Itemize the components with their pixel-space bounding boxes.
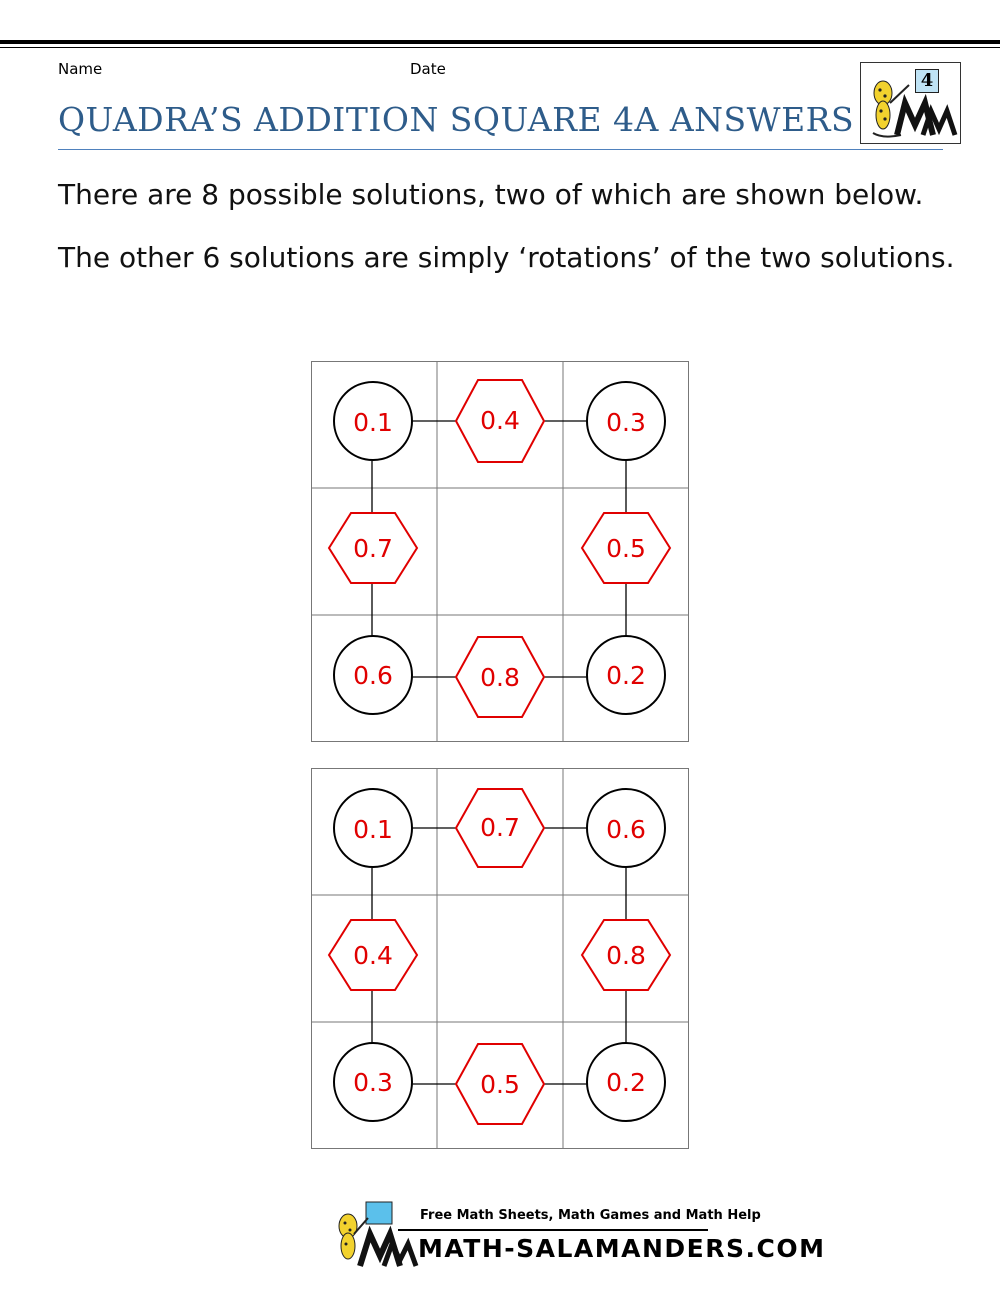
corner-value: 0.6 bbox=[606, 815, 646, 844]
edge-hexagon bbox=[329, 513, 417, 583]
edge-value: 0.8 bbox=[606, 941, 646, 970]
corner-value: 0.3 bbox=[606, 408, 646, 437]
corner-circle bbox=[334, 382, 412, 460]
corner-value: 0.2 bbox=[606, 1068, 646, 1097]
corner-circle bbox=[587, 382, 665, 460]
grade-badge bbox=[860, 62, 961, 144]
corner-value: 0.3 bbox=[353, 1068, 393, 1097]
edge-hexagon bbox=[456, 1044, 544, 1124]
title-underline bbox=[58, 149, 943, 150]
page-title: QUADRA’S ADDITION SQUARE 4A ANSWERS bbox=[58, 100, 855, 139]
date-label: Date bbox=[410, 60, 446, 78]
edge-hexagon bbox=[329, 920, 417, 990]
addition-square-grid bbox=[311, 361, 689, 742]
edge-value: 0.5 bbox=[480, 1070, 520, 1099]
footer-salamander-icon bbox=[324, 1200, 419, 1270]
edge-value: 0.8 bbox=[480, 663, 520, 692]
edge-hexagon bbox=[456, 637, 544, 717]
edge-value: 0.5 bbox=[606, 534, 646, 563]
name-label: Name bbox=[58, 60, 103, 78]
salamander-logo-icon bbox=[861, 63, 959, 142]
addition-square-2 bbox=[311, 768, 689, 1149]
edge-hexagon bbox=[456, 789, 544, 867]
edge-hexagon bbox=[582, 513, 670, 583]
corner-circle bbox=[587, 636, 665, 714]
edge-value: 0.7 bbox=[353, 534, 393, 563]
corner-circle bbox=[587, 789, 665, 867]
edge-value: 0.4 bbox=[353, 941, 393, 970]
footer-site-name: MATH-SALAMANDERS.COM bbox=[418, 1234, 826, 1263]
corner-circle bbox=[334, 789, 412, 867]
corner-circle bbox=[334, 1043, 412, 1121]
grade-number: 4 bbox=[915, 69, 939, 93]
corner-circle bbox=[334, 636, 412, 714]
top-rule-thin bbox=[0, 47, 1000, 48]
intro-line-2: The other 6 solutions are simply ‘rotations’ of the two solutions. bbox=[58, 241, 955, 274]
corner-value: 0.1 bbox=[353, 815, 393, 844]
intro-line-1: There are 8 possible solutions, two of which are shown below. bbox=[58, 178, 924, 211]
edge-hexagon bbox=[456, 380, 544, 462]
edge-value: 0.7 bbox=[480, 813, 520, 842]
corner-value: 0.1 bbox=[353, 408, 393, 437]
footer-rule bbox=[398, 1229, 708, 1231]
footer-tagline: Free Math Sheets, Math Games and Math Help bbox=[420, 1208, 761, 1223]
top-rule bbox=[0, 40, 1000, 44]
corner-circle bbox=[587, 1043, 665, 1121]
addition-square-1 bbox=[311, 361, 689, 742]
corner-value: 0.2 bbox=[606, 661, 646, 690]
edge-hexagon bbox=[582, 920, 670, 990]
edge-value: 0.4 bbox=[480, 406, 520, 435]
addition-square-grid bbox=[311, 768, 689, 1149]
corner-value: 0.6 bbox=[353, 661, 393, 690]
